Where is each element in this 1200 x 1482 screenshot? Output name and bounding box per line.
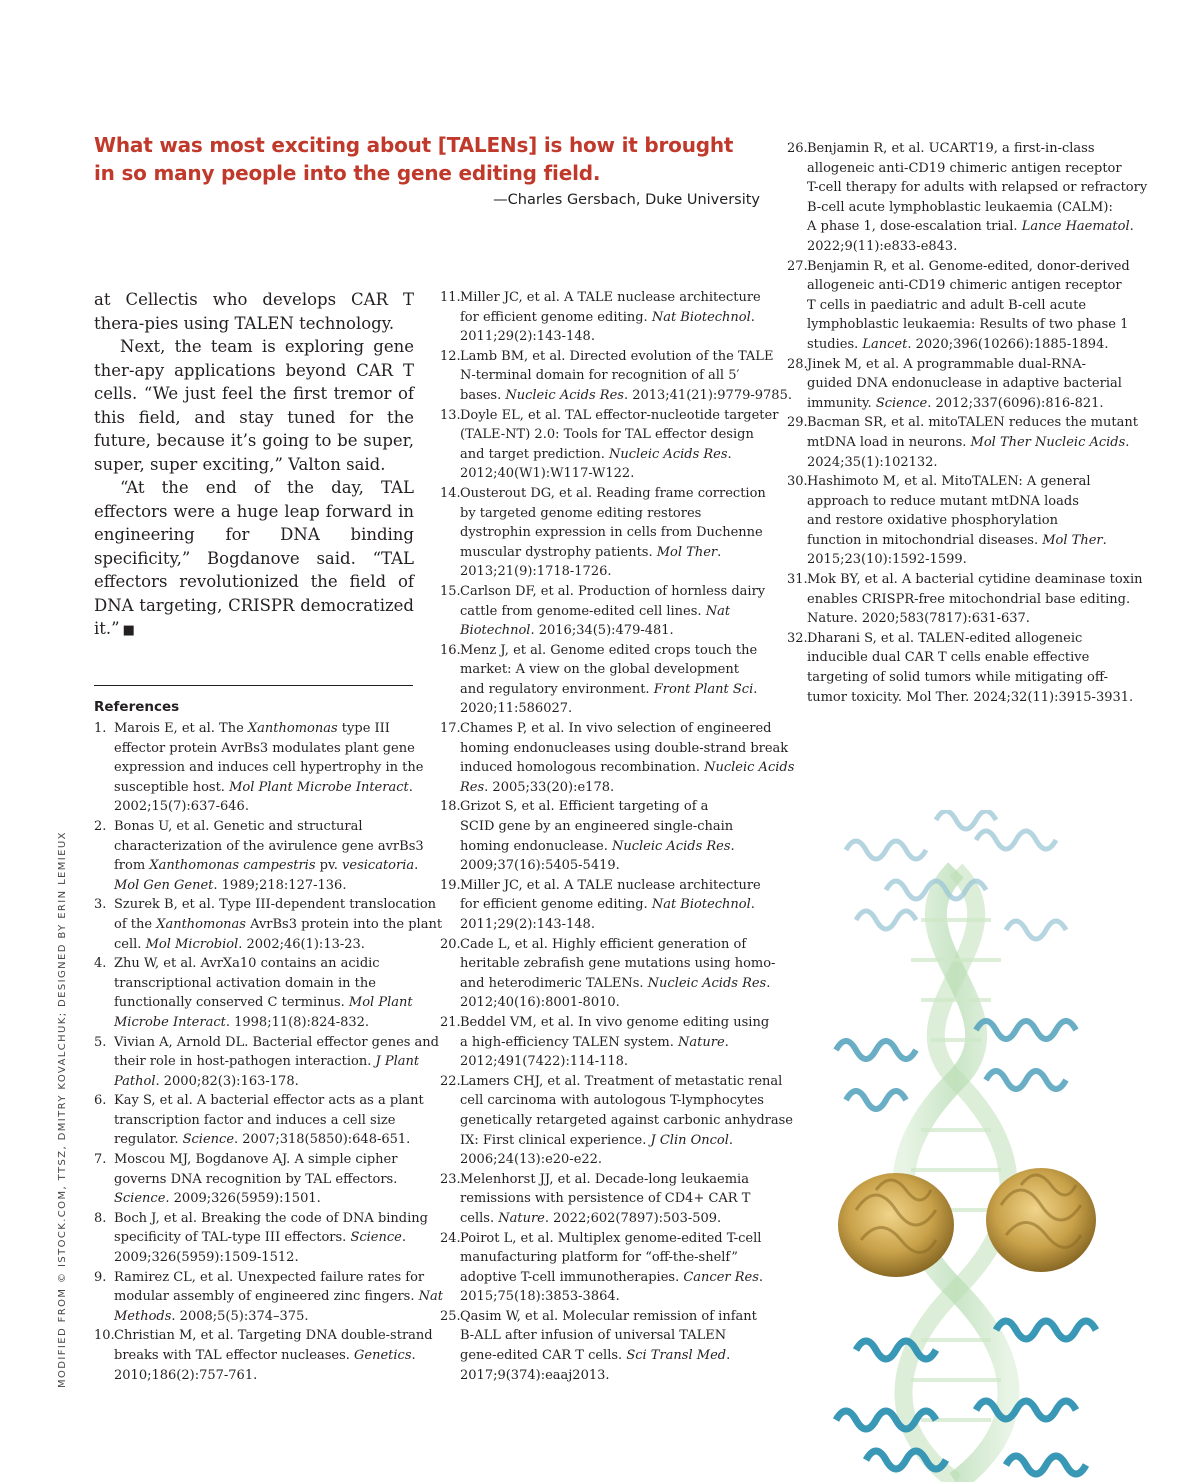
reference-text-line: Benjamin R, et al. Genome-edited, donor-derived <box>807 258 1130 274</box>
reference-item <box>787 355 1122 414</box>
reference-text-line: bases. Nucleic Acids Res. 2013;41(21):9779-9785. <box>460 387 792 403</box>
reference-text-line: 2011;29(2):143-148. <box>460 329 595 345</box>
protein-bottom <box>836 1321 1096 1474</box>
reference-text-line: expression and induces cell hypertrophy in the <box>114 760 424 776</box>
reference-item <box>440 1013 770 1072</box>
reference-item <box>440 641 770 719</box>
reference-text-line: A phase 1, dose-escalation trial. Lance Haematol. <box>807 219 1134 235</box>
reference-number: 26. <box>787 141 808 156</box>
reference-item <box>787 570 1143 629</box>
reference-number: 27. <box>787 258 808 274</box>
reference-text-line: Moscou MJ, Bogdanove AJ. A simple cipher <box>114 1152 398 1168</box>
reference-item <box>440 719 795 797</box>
reference-number: 14. <box>440 485 461 501</box>
reference-text-line: IX: First clinical experience. J Clin Oncol. <box>460 1132 734 1148</box>
reference-number: 28. <box>787 356 808 372</box>
reference-text-line: their role in host-pathogen interaction. J Plant <box>114 1054 420 1070</box>
reference-text-line: Beddel VM, et al. In vivo genome editing using <box>460 1014 770 1030</box>
reference-text-line: manufacturing platform for “off-the-shelf” <box>460 1250 738 1266</box>
reference-text-line: Nature. 2020;583(7817):631-637. <box>807 611 1030 627</box>
reference-text-line: allogeneic anti-CD19 chimeric antigen receptor <box>807 160 1122 176</box>
reference-number: 32. <box>787 630 808 646</box>
reference-item <box>94 1033 440 1092</box>
reference-text-line: studies. Lancet. 2020;396(10266):1885-1894. <box>807 336 1109 352</box>
reference-number: 12. <box>440 348 461 364</box>
reference-text-line: cells. Nature. 2022;602(7897):503-509. <box>460 1210 722 1226</box>
reference-text-line: cattle from genome-edited cell lines. Nat <box>460 603 731 619</box>
reference-text-line: mtDNA load in neurons. Mol Ther Nucleic Acids. <box>807 434 1130 450</box>
reference-text-line: cell. Mol Microbiol. 2002;46(1):13-23. <box>114 936 365 952</box>
reference-text-line: homing endonuclease. Nucleic Acids Res. <box>460 838 735 854</box>
reference-text-line: Methods. 2008;5(5):374–375. <box>114 1308 309 1324</box>
reference-text-line: of the Xanthomonas AvrBs3 protein into the plant <box>114 916 443 932</box>
reference-text-line: 2002;15(7):637-646. <box>114 799 249 815</box>
reference-text-line: governs DNA recognition by TAL effectors. <box>114 1171 398 1187</box>
reference-text-line: Boch J, et al. Breaking the code of DNA binding <box>114 1210 428 1226</box>
reference-text-line: Cade L, et al. Highly efficient generation of <box>460 936 747 952</box>
reference-text-line: and regulatory environment. Front Plant Sci. <box>460 681 758 697</box>
reference-text-line: 2015;23(10):1592-1599. <box>807 552 967 568</box>
reference-text-line: Carlson DF, et al. Production of hornless dairy <box>460 583 766 599</box>
reference-text-line: Microbe Interact. 1998;11(8):824-832. <box>114 1014 370 1030</box>
reference-text-line: Res. 2005;33(20):e178. <box>460 779 615 795</box>
reference-text-line: induced homologous recombination. Nucleic Acids <box>460 760 795 776</box>
reference-number: 5. <box>94 1034 107 1050</box>
references-column-3 <box>787 139 1148 707</box>
reference-text-line: and restore oxidative phosphorylation <box>807 513 1058 529</box>
reference-text-line: Menz J, et al. Genome edited crops touch the <box>460 642 758 658</box>
reference-text-line: homing endonucleases using double-strand break <box>460 740 789 756</box>
reference-text-line: for efficient genome editing. Nat Biotechnol. <box>460 309 755 325</box>
reference-item <box>440 288 770 347</box>
reference-text-line: Grizot S, et al. Efficient targeting of a <box>460 799 709 815</box>
reference-text-line: 2011;29(2):143-148. <box>460 917 595 932</box>
reference-text-line: transcription factor and induces a cell size <box>114 1112 396 1128</box>
reference-text-line: Ousterout DG, et al. Reading frame correction <box>460 485 766 501</box>
reference-text-line: allogeneic anti-CD19 chimeric antigen receptor <box>807 278 1122 294</box>
reference-item <box>787 413 1138 472</box>
reference-text-line: Mok BY, et al. A bacterial cytidine deaminase toxin <box>807 572 1143 588</box>
reference-item <box>440 1229 770 1307</box>
reference-item <box>440 876 770 935</box>
reference-number: 3. <box>94 897 107 913</box>
reference-text-line: Chames P, et al. In vivo selection of engineered <box>460 721 772 737</box>
reference-text-line: Science. 2009;326(5959):1501. <box>114 1191 321 1207</box>
reference-text-line: Lamb BM, et al. Directed evolution of the TALE <box>460 348 774 364</box>
reference-number: 7. <box>94 1152 107 1168</box>
reference-number: 13. <box>440 407 461 423</box>
reference-text-line: Doyle EL, et al. TAL effector-nucleotide targeter <box>460 407 779 423</box>
reference-item <box>94 719 424 817</box>
pull-quote-line: What was most exciting about [TALENs] is how it brought <box>94 133 734 157</box>
reference-number: 6. <box>94 1093 107 1109</box>
reference-number: 18. <box>440 799 461 815</box>
reference-text-line: Christian M, et al. Targeting DNA double-strand <box>114 1328 433 1344</box>
reference-text-line: Bonas U, et al. Genetic and structural <box>114 818 363 834</box>
reference-number: 16. <box>440 642 461 658</box>
reference-text-line: breaks with TAL effector nucleases. Genetics. <box>114 1348 416 1363</box>
reference-number: 1. <box>94 721 107 736</box>
reference-text-line: guided DNA endonuclease in adaptive bacterial <box>807 376 1122 392</box>
reference-number: 22. <box>440 1073 461 1089</box>
reference-text-line: 2009;326(5959):1509-1512. <box>114 1250 299 1266</box>
reference-item <box>94 1326 433 1385</box>
reference-number: 21. <box>440 1014 461 1030</box>
reference-number: 30. <box>787 474 808 490</box>
reference-number: 19. <box>440 877 461 893</box>
article-body <box>94 288 414 643</box>
reference-text-line: 2012;40(16):8001-8010. <box>460 995 620 1011</box>
reference-text-line: from Xanthomonas campestris pv. vesicatoria. <box>114 858 419 874</box>
reference-text-line: Qasim W, et al. Molecular remission of infant <box>460 1308 757 1324</box>
reference-item <box>440 935 776 1013</box>
gold-protein-right <box>986 1168 1096 1272</box>
reference-text-line: Pathol. 2000;82(3):163-178. <box>114 1073 299 1089</box>
image-credit: MODIFIED FROM © ISTOCK.COM, TTSZ, DMITRY KOVALCHUK; DESIGNED BY ERIN LEMIEUX <box>57 831 68 1388</box>
reference-text-line: Marois E, et al. The Xanthomonas type III <box>114 721 390 736</box>
reference-text-line: function in mitochondrial diseases. Mol Ther. <box>807 532 1107 548</box>
reference-text-line: regulator. Science. 2007;318(5850):648-651. <box>114 1132 411 1148</box>
reference-text-line: for efficient genome editing. Nat Biotechnol. <box>460 897 755 913</box>
reference-text-line: Melenhorst JJ, et al. Decade-long leukaemia <box>460 1171 749 1187</box>
reference-text-line: remissions with persistence of CD4+ CAR T <box>460 1191 751 1207</box>
reference-text-line: B-cell acute lymphoblastic leukaemia (CALM): <box>807 199 1113 215</box>
reference-item <box>787 629 1134 707</box>
reference-number: 10. <box>94 1328 115 1344</box>
reference-item <box>787 257 1130 355</box>
reference-text-line: 2017;9(374):eaaj2013. <box>460 1367 610 1383</box>
body-paragraph <box>94 476 414 643</box>
reference-text-line: and heterodimeric TALENs. Nucleic Acids Res. <box>460 975 771 991</box>
reference-text-line: targeting of solid tumors while mitigating off- <box>807 670 1108 686</box>
reference-text-line: Miller JC, et al. A TALE nuclease architecture <box>460 290 761 305</box>
reference-number: 8. <box>94 1210 107 1226</box>
reference-text-line: Ramirez CL, et al. Unexpected failure rates for <box>114 1269 425 1285</box>
reference-item <box>94 1091 424 1150</box>
reference-number: 11. <box>440 290 461 305</box>
reference-text-line: T cells in paediatric and adult B-cell acute <box>807 297 1087 313</box>
reference-number: 4. <box>94 956 107 972</box>
reference-text-line: Poirot L, et al. Multiplex genome-edited T-cell <box>460 1230 762 1246</box>
reference-text-line: gene-edited CAR T cells. Sci Transl Med. <box>460 1348 731 1364</box>
reference-item <box>440 484 770 582</box>
reference-text-line: 2012;491(7422):114-118. <box>460 1054 629 1070</box>
references-heading: References <box>94 699 180 715</box>
references-divider <box>94 685 413 686</box>
reference-text-line: Mol Gen Genet. 1989;218:127-136. <box>114 877 347 893</box>
reference-text-line: N-terminal domain for recognition of all 5′ <box>460 368 740 384</box>
body-paragraph: at Cellectis who develops CAR T thera-pies using TALEN technology. <box>94 290 414 333</box>
reference-text-line: transcriptional activation domain in the <box>114 975 376 991</box>
reference-item <box>94 895 443 954</box>
reference-text-line: heritable zebrafish gene mutations using homo- <box>460 956 776 972</box>
reference-text-line: Benjamin R, et al. UCART19, a first-in-class <box>807 141 1095 156</box>
reference-number: 2. <box>94 818 107 834</box>
reference-text-line: immunity. Science. 2012;337(6096):816-821. <box>807 395 1104 411</box>
reference-number: 23. <box>440 1171 461 1187</box>
reference-item <box>440 797 770 875</box>
reference-text-line: Dharani S, et al. TALEN-edited allogeneic <box>807 630 1083 646</box>
reference-text-line: market: A view on the global development <box>460 662 739 678</box>
reference-text-line: approach to reduce mutant mtDNA loads <box>807 493 1079 509</box>
reference-text-line: by targeted genome editing restores <box>460 505 702 521</box>
reference-item <box>94 1209 428 1268</box>
reference-item <box>440 406 779 484</box>
reference-text-line: a high-efficiency TALEN system. Nature. <box>460 1034 729 1050</box>
reference-number: 15. <box>440 583 461 599</box>
reference-text-line: genetically retargeted against carbonic anhydrase <box>460 1112 793 1128</box>
reference-text-line: Biotechnol. 2016;34(5):479-481. <box>460 623 674 639</box>
body-paragraph: Next, the team is exploring gene ther-apy applications beyond CAR T cells. “We just feel the first tremor of this field, and stay tuned for the future, because it’s going to be super, super, super exciting,” Valton said. <box>94 337 414 474</box>
reference-item <box>94 954 414 1032</box>
reference-text-line: 2009;37(16):5405-5419. <box>460 858 620 874</box>
reference-number: 20. <box>440 936 461 952</box>
quote-attribution: —Charles Gersbach, Duke University <box>493 192 760 208</box>
reference-text-line: 2013;21(9):1718-1726. <box>460 564 612 580</box>
reference-number: 17. <box>440 721 461 737</box>
pull-quote-line: in so many people into the gene editing field. <box>94 161 601 185</box>
reference-text-line: effector protein AvrBs3 modulates plant gene <box>114 740 415 756</box>
reference-number: 24. <box>440 1230 461 1246</box>
reference-text-line: 2010;186(2):757-761. <box>114 1367 258 1383</box>
references-column-1 <box>94 719 443 1385</box>
reference-text-line: functionally conserved C terminus. Mol Plant <box>114 995 413 1011</box>
reference-text-line: modular assembly of engineered zinc fingers. Nat <box>114 1289 443 1305</box>
reference-text-line: Miller JC, et al. A TALE nuclease architecture <box>460 877 761 893</box>
reference-text-line: inducible dual CAR T cells enable effective <box>807 650 1090 666</box>
reference-item <box>440 1170 770 1229</box>
reference-number: 9. <box>94 1269 107 1285</box>
reference-text-line: 2022;9(11):e833-e843. <box>807 238 958 254</box>
reference-number: 29. <box>787 415 808 431</box>
reference-number: 31. <box>787 572 808 588</box>
reference-item <box>440 582 770 641</box>
reference-text-line: SCID gene by an engineered single-chain <box>460 819 734 835</box>
reference-text-line: Lamers CHJ, et al. Treatment of metastatic renal <box>460 1073 783 1089</box>
reference-number: 25. <box>440 1308 461 1324</box>
reference-text-line: characterization of the avirulence gene avrBs3 <box>114 838 424 854</box>
reference-text-line: adoptive T-cell immunotherapies. Cancer Res. <box>460 1269 764 1285</box>
references-column-2 <box>440 288 795 1385</box>
reference-text-line: susceptible host. Mol Plant Microbe Interact. <box>114 779 413 795</box>
reference-text-line: specificity of TAL-type III effectors. Science. <box>114 1230 406 1246</box>
reference-text-line: 2006;24(13):e20-e22. <box>460 1152 603 1168</box>
reference-text-line: 2015;75(18):3853-3864. <box>460 1289 620 1305</box>
end-mark: ■ <box>122 623 135 638</box>
reference-item <box>440 1307 770 1385</box>
reference-text-line: 2024;35(1):102132. <box>807 454 938 470</box>
reference-text-line: Bacman SR, et al. mitoTALEN reduces the mutant <box>807 415 1138 431</box>
reference-text-line: T-cell therapy for adults with relapsed or refractory <box>807 180 1148 196</box>
reference-text-line: Zhu W, et al. AvrXa10 contains an acidic <box>114 956 380 972</box>
reference-item <box>440 1072 793 1170</box>
gold-protein-left <box>838 1173 954 1277</box>
reference-item <box>787 472 1107 570</box>
reference-text-line: Szurek B, et al. Type III-dependent translocation <box>114 897 437 913</box>
reference-item <box>94 817 424 895</box>
reference-text-line: Vivian A, Arnold DL. Bacterial effector genes and <box>114 1034 440 1050</box>
reference-text-line: lymphoblastic leukaemia: Results of two phase 1 <box>807 317 1129 333</box>
body-paragraph-text: “At the end of the day, TAL effectors were a huge leap forward in engineering for DNA binding specificity,” Bogdanove said. “TAL effectors revolutionized the field of DNA targeting, CRISPR democratized it.” <box>94 478 414 638</box>
reference-text-line: B-ALL after infusion of universal TALEN <box>460 1328 727 1344</box>
reference-text-line: enables CRISPR-free mitochondrial base editing. <box>807 591 1131 607</box>
reference-text-line: and target prediction. Nucleic Acids Res. <box>460 446 732 462</box>
reference-item <box>94 1150 414 1209</box>
reference-text-line: Hashimoto M, et al. MitoTALEN: A general <box>807 474 1091 490</box>
reference-item <box>787 139 1148 257</box>
reference-text-line: muscular dystrophy patients. Mol Ther. <box>460 544 722 560</box>
reference-text-line: Jinek M, et al. A programmable dual-RNA- <box>807 356 1087 372</box>
reference-item <box>440 347 792 406</box>
reference-text-line: (TALE-NT) 2.0: Tools for TAL effector design <box>460 427 754 443</box>
reference-item <box>94 1268 443 1327</box>
reference-text-line: Kay S, et al. A bacterial effector acts as a plant <box>114 1093 424 1109</box>
pull-quote <box>94 131 774 187</box>
reference-text-line: dystrophin expression in cells from Duchenne <box>460 525 763 541</box>
reference-text-line: cell carcinoma with autologous T-lymphocytes <box>460 1093 764 1109</box>
reference-text-line: tumor toxicity. Mol Ther. 2024;32(11):3915-3931. <box>807 689 1134 705</box>
reference-text-line: 2012;40(W1):W117-W122. <box>460 466 635 482</box>
dna-protein-illustration <box>826 810 1116 1482</box>
reference-text-line: 2020;11:586027. <box>460 701 573 717</box>
